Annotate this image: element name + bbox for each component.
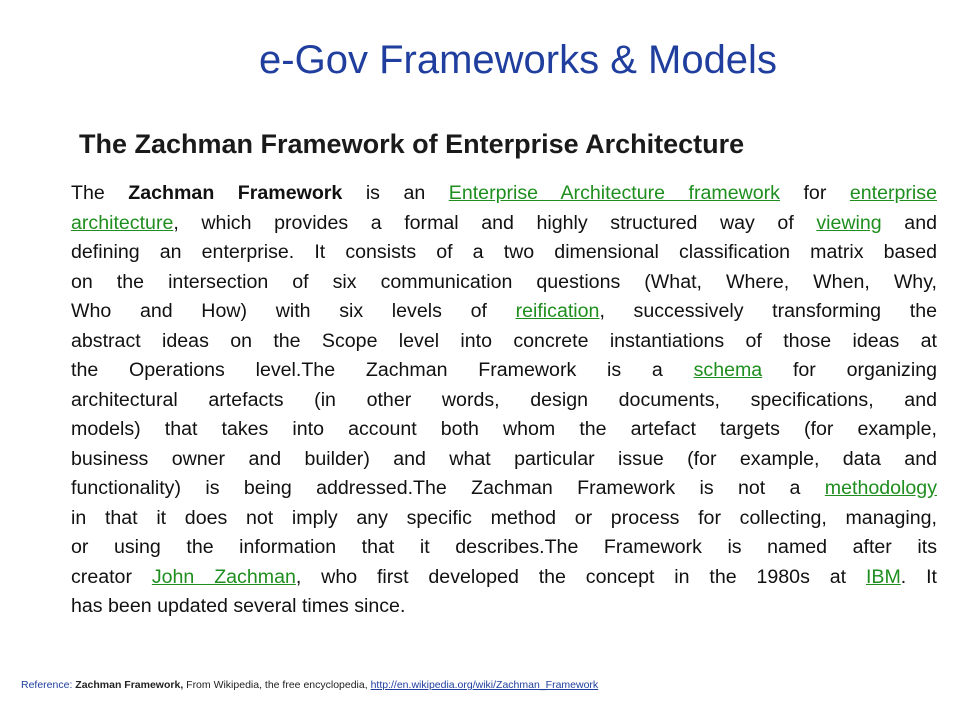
- link-ibm[interactable]: IBM: [865, 565, 901, 588]
- paragraph-line: [71, 474, 937, 504]
- text-run: the Operations level.The Zachman Framework is a: [71, 359, 694, 381]
- text-run: . It: [900, 565, 937, 588]
- body-paragraph: [71, 179, 937, 622]
- paragraph-line: business owner and builder) and what particular issue (for example, data and: [71, 447, 937, 470]
- paragraph-line: [71, 297, 937, 327]
- link-enterprise-architecture[interactable]: enterprise: [849, 182, 937, 204]
- paragraph-line: architectural artefacts (in other words, design documents, specifications, and: [71, 388, 937, 411]
- link-reification[interactable]: reification: [515, 300, 600, 322]
- text-run: for: [779, 182, 850, 204]
- text-run: , who first developed the concept in the 1980s at: [295, 565, 866, 588]
- paragraph-line: [71, 179, 937, 209]
- paragraph-line: on the intersection of six communication questions (What, Where, When, Why,: [71, 270, 937, 293]
- text-run: , which provides a formal and highly structured way of: [173, 211, 817, 234]
- text-run: , successively transforming the: [599, 300, 937, 322]
- bold-term: Zachman Framework: [128, 182, 343, 204]
- link-viewing[interactable]: viewing: [816, 211, 882, 234]
- text-run: creator: [71, 565, 152, 588]
- text-run: for organizing: [762, 359, 937, 381]
- paragraph-line: [71, 356, 937, 386]
- section-heading: The Zachman Framework of Enterprise Architecture: [79, 129, 745, 159]
- text-run: functionality) is being addressed.The Zachman Framework is not a: [71, 477, 825, 499]
- reference-url-link[interactable]: http://en.wikipedia.org/wiki/Zachman_Framework: [370, 679, 599, 691]
- reference-footnote: [21, 679, 598, 691]
- paragraph-line: has been updated several times since.: [71, 595, 406, 617]
- reference-label: Reference:: [21, 679, 76, 691]
- link-schema[interactable]: schema: [693, 359, 763, 381]
- paragraph-line: abstract ideas on the Scope level into concrete instantiations of those ideas at: [71, 329, 937, 352]
- paragraph-line: in that it does not imply any specific method or process for collecting, managing,: [71, 506, 937, 529]
- link-enterprise-architecture-framework[interactable]: Enterprise Architecture framework: [448, 182, 780, 204]
- text-run: is an: [342, 182, 449, 204]
- text-run: and: [881, 211, 937, 234]
- paragraph-line: defining an enterprise. It consists of a two dimensional classification matrix based: [71, 241, 937, 263]
- paragraph-line: models) that takes into account both whom the artefact targets (for example,: [71, 418, 937, 440]
- paragraph-line: [71, 209, 937, 239]
- text-run: The: [71, 182, 129, 204]
- link-john-zachman[interactable]: John Zachman: [151, 565, 296, 588]
- reference-text: From Wikipedia, the free encyclopedia,: [183, 679, 371, 691]
- link-methodology[interactable]: methodology: [824, 477, 937, 499]
- paragraph-line: or using the information that it describes.The Framework is named after its: [71, 536, 937, 558]
- page-title: e-Gov Frameworks & Models: [259, 38, 777, 82]
- paragraph-line: [71, 563, 937, 593]
- link-enterprise-architecture[interactable]: architecture: [71, 211, 174, 234]
- reference-title: Zachman Framework,: [75, 679, 184, 691]
- text-run: Who and How) with six levels of: [71, 300, 516, 322]
